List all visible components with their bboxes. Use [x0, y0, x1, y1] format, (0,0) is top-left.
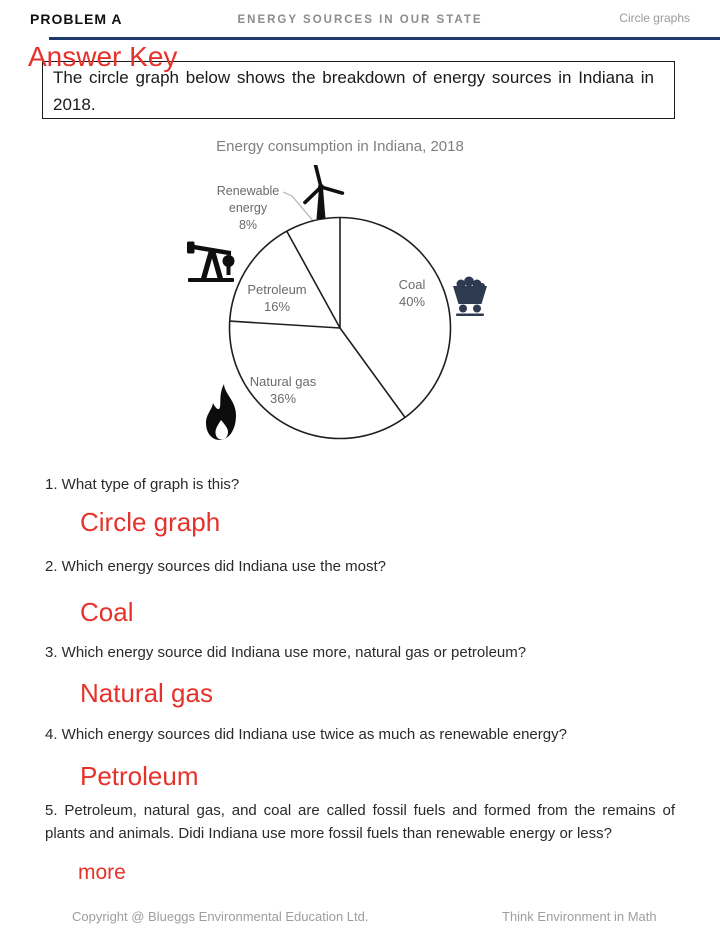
footer-slogan: Think Environment in Math — [502, 909, 657, 924]
question-4: 4. Which energy sources did Indiana use twice as much as renewable energy? — [45, 726, 567, 743]
slice-label-natural-gas — [228, 373, 338, 407]
slice-pct-text: 8% — [238, 218, 258, 232]
slice-label-text: Renewable energy — [216, 184, 280, 215]
footer-copyright: Copyright @ Blueggs Environmental Education Ltd. — [72, 909, 369, 924]
answer-1: Circle graph — [80, 507, 221, 537]
slice-pct-text: 40% — [398, 294, 426, 309]
coal-cart-icon — [451, 275, 489, 321]
pie-chart-svg — [0, 130, 720, 460]
header-rule — [49, 37, 720, 40]
question-1: 1. What type of graph is this? — [45, 476, 240, 493]
answer-key-label: Answer Key — [28, 41, 178, 72]
slice-label-renewable — [204, 183, 292, 234]
chart-title: Energy consumption in Indiana, 2018 — [216, 138, 464, 155]
slice-label-petroleum — [237, 281, 317, 315]
answer-2: Coal — [80, 597, 134, 627]
page-title: ENERGY SOURCES IN OUR STATE — [237, 14, 483, 26]
intro-text: The circle graph below shows the breakdown of energy sources in Indiana in 2018. — [53, 68, 654, 114]
slice-pct-text: 36% — [269, 391, 297, 406]
topic-label: Circle graphs — [619, 11, 690, 25]
question-2: 2. Which energy sources did Indiana use the most? — [45, 558, 387, 575]
slice-label-text: Coal — [398, 277, 426, 292]
answer-3: Natural gas — [80, 678, 213, 708]
slice-label-text: Natural gas — [249, 374, 317, 389]
slice-label-coal — [377, 276, 447, 310]
wind-turbine-icon — [294, 165, 348, 226]
answer-4: Petroleum — [80, 761, 199, 791]
slice-pct-text: 16% — [263, 299, 291, 314]
answer-5: more — [78, 861, 126, 884]
question-5: 5. Petroleum, natural gas, and coal are called fossil fuels and formed from the remains of plants and animals. Didi Indiana use more fossil fuels than renewable energy or less? — [45, 802, 675, 842]
flame-icon — [205, 384, 241, 446]
question-3: 3. Which energy source did Indiana use more, natural gas or petroleum? — [45, 644, 527, 661]
oil-pump-icon — [186, 237, 238, 288]
problem-label: PROBLEM A — [30, 11, 123, 27]
slice-label-text: Petroleum — [247, 282, 307, 297]
